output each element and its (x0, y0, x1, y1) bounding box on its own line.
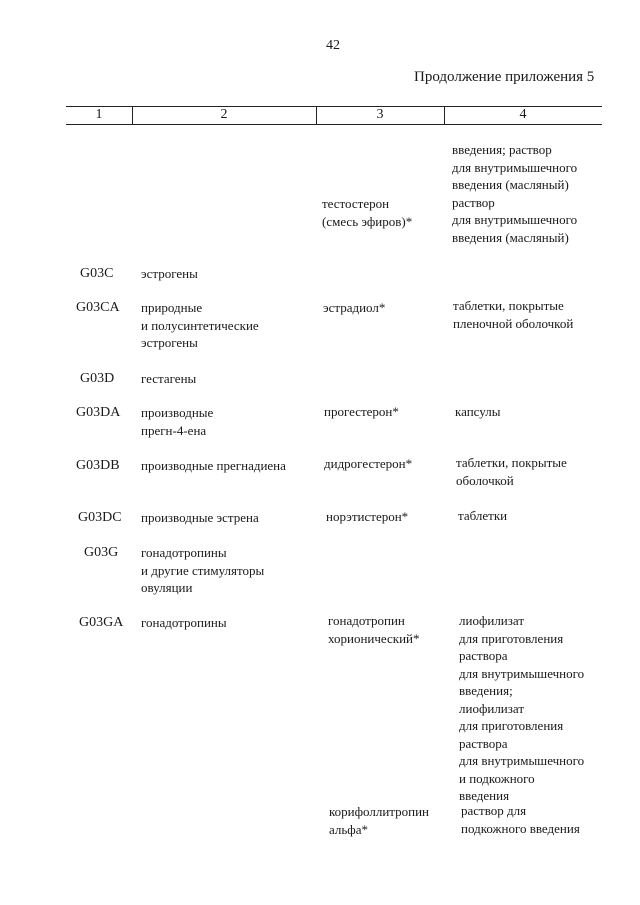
atc-group-name: природные и полусинтетические эстрогены (141, 300, 259, 350)
dosage-form: раствор для подкожного введения (461, 803, 580, 836)
atc-group-name: гонадотропины (141, 615, 227, 630)
drug-name: корифоллитропин альфа* (329, 804, 430, 837)
drug-name: дидрогестерон* (324, 456, 413, 471)
column-header-3: 3 (376, 107, 384, 122)
drug-name: гонадотропин хорионический* (328, 613, 420, 646)
atc-code: G03G (84, 545, 119, 560)
page-number: 42 (326, 38, 340, 53)
dosage-form: введения; раствор для внутримышечного введения (масляный) раствор для внутримышечного введения (масляный) (452, 142, 578, 245)
atc-code: G03C (80, 266, 114, 281)
drug-name: эстрадиол* (323, 300, 386, 315)
atc-code: G03CA (76, 300, 120, 315)
dosage-form: капсулы (455, 404, 501, 419)
drug-name: тестостерон (смесь эфиров)* (322, 196, 413, 229)
atc-group-name: производные прегн-4-ена (141, 405, 214, 438)
atc-code: G03DC (78, 510, 122, 525)
atc-group-name: гестагены (141, 371, 197, 386)
atc-code: G03DA (76, 405, 121, 420)
table-header-bottom-rule (66, 124, 602, 125)
dosage-form: таблетки, покрытые оболочкой (456, 455, 567, 488)
atc-group-name: гонадотропины и другие стимуляторы овуляции (141, 545, 265, 595)
column-header-1: 1 (95, 107, 103, 122)
drug-name: прогестерон* (324, 404, 399, 419)
appendix-continuation-note: Продолжение приложения 5 (414, 69, 595, 85)
atc-code: G03D (80, 371, 115, 386)
dosage-form: таблетки, покрытые пленочной оболочкой (453, 298, 574, 331)
dosage-form: таблетки (458, 508, 508, 523)
atc-code: G03GA (79, 615, 124, 630)
dosage-form: лиофилизат для приготовления раствора для внутримышечного введения; лиофилизат для приготовления раствора для внутримышечного и подкожного введения (459, 613, 585, 803)
atc-group-name: производные эстрена (141, 510, 259, 525)
column-header-4: 4 (519, 107, 527, 122)
atc-group-name: производные прегнадиена (141, 458, 286, 473)
atc-code: G03DB (76, 458, 120, 473)
atc-group-name: эстрогены (141, 266, 198, 281)
column-header-2: 2 (220, 107, 228, 122)
drug-name: норэтистерон* (326, 509, 409, 524)
